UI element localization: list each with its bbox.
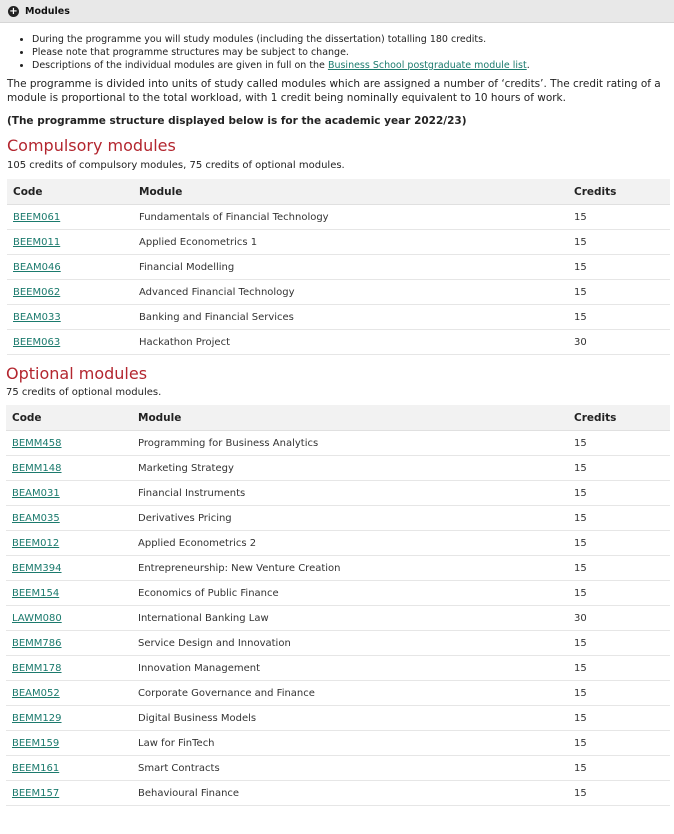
- module-code-link[interactable]: BEMM786: [12, 637, 62, 649]
- table-row: [7, 255, 670, 280]
- table-header-row: [6, 405, 670, 431]
- module-name-cell: Economics of Public Finance: [132, 581, 568, 606]
- column-header-code: Code: [7, 179, 133, 205]
- info-bullets: [0, 33, 674, 72]
- credits-cell: 15: [568, 556, 670, 581]
- credits-cell: 15: [568, 456, 670, 481]
- bullet-text: .: [526, 60, 530, 71]
- credits-cell: 15: [568, 481, 670, 506]
- code-cell: [6, 681, 132, 706]
- code-cell: [6, 631, 132, 656]
- module-name-cell: Applied Econometrics 1: [133, 230, 568, 255]
- column-header-module: Module: [132, 405, 568, 431]
- credits-cell: 15: [568, 781, 670, 806]
- module-list-link[interactable]: Business School postgraduate module list: [327, 60, 527, 71]
- credits-cell: 15: [568, 656, 670, 681]
- code-cell: [6, 656, 132, 681]
- module-code-link[interactable]: BEEM154: [12, 587, 60, 599]
- table-row: [6, 731, 670, 756]
- credits-cell: 15: [568, 280, 670, 305]
- credits-cell: 30: [568, 330, 670, 355]
- column-header-credits: Credits: [568, 179, 670, 205]
- compulsory-heading: Compulsory modules: [7, 136, 176, 155]
- table-row: [6, 556, 670, 581]
- code-cell: [6, 431, 132, 456]
- code-cell: [6, 581, 132, 606]
- table-header-row: [7, 179, 670, 205]
- table-row: [6, 506, 670, 531]
- column-header-credits: Credits: [568, 405, 670, 431]
- code-cell: [6, 481, 132, 506]
- module-name-cell: Service Design and Innovation: [132, 631, 568, 656]
- module-code-link[interactable]: BEAM031: [12, 487, 60, 499]
- code-cell: [6, 556, 132, 581]
- module-code-link[interactable]: BEEM062: [13, 286, 61, 298]
- compulsory-modules-table: [7, 179, 670, 355]
- code-cell: [6, 531, 132, 556]
- column-header-code: Code: [6, 405, 132, 431]
- table-row: [6, 431, 670, 456]
- compulsory-subtitle: 105 credits of compulsory modules, 75 credits of optional modules.: [7, 160, 345, 171]
- table-row: [7, 280, 670, 305]
- table-row: [6, 581, 670, 606]
- module-name-cell: Smart Contracts: [132, 756, 568, 781]
- bullet-item: • During the programme you will study modules (including the dissertation) totalling 180 credits.: [32, 33, 674, 46]
- module-code-link[interactable]: BEEM061: [13, 211, 61, 223]
- intro-paragraph: The programme is divided into units of study called modules which are assigned a number of ‘credits’. The credit rating of a module is proportional to the total workload, with 1 credit being nominally equivalent to 10 hours of work.: [7, 78, 661, 104]
- credits-cell: 15: [568, 756, 670, 781]
- module-code-link[interactable]: BEEM159: [12, 737, 60, 749]
- credits-cell: 15: [568, 255, 670, 280]
- bullet-item: • Please note that programme structures may be subject to change.: [32, 46, 674, 59]
- credits-cell: 15: [568, 706, 670, 731]
- code-cell: [7, 330, 133, 355]
- module-code-link[interactable]: BEMM458: [12, 437, 62, 449]
- module-code-link[interactable]: BEMM129: [12, 712, 62, 724]
- credits-cell: 15: [568, 531, 670, 556]
- module-name-cell: Corporate Governance and Finance: [132, 681, 568, 706]
- module-code-link[interactable]: BEMM178: [12, 662, 62, 674]
- code-cell: [6, 731, 132, 756]
- code-cell: [6, 781, 132, 806]
- compulsory-table-body: [7, 205, 670, 355]
- module-name-cell: Derivatives Pricing: [132, 506, 568, 531]
- code-cell: [6, 756, 132, 781]
- credits-cell: 15: [568, 506, 670, 531]
- credits-cell: 15: [568, 230, 670, 255]
- module-name-cell: Marketing Strategy: [132, 456, 568, 481]
- code-cell: [6, 606, 132, 631]
- table-row: [6, 781, 670, 806]
- credits-cell: 30: [568, 606, 670, 631]
- code-cell: [7, 230, 133, 255]
- optional-heading: Optional modules: [6, 364, 148, 383]
- credits-cell: 15: [568, 731, 670, 756]
- module-code-link[interactable]: BEEM011: [13, 236, 61, 248]
- credits-cell: 15: [568, 431, 670, 456]
- plus-circle-icon: +: [9, 5, 18, 17]
- table-row: [6, 756, 670, 781]
- column-header-module: Module: [133, 179, 568, 205]
- module-code-link[interactable]: BEAM035: [12, 512, 60, 524]
- credits-cell: 15: [568, 305, 670, 330]
- code-cell: [6, 706, 132, 731]
- optional-modules-table: [6, 405, 670, 806]
- code-cell: [7, 255, 133, 280]
- table-row: [6, 706, 670, 731]
- credits-cell: 15: [568, 681, 670, 706]
- code-cell: [7, 205, 133, 230]
- module-code-link[interactable]: BEMM394: [12, 562, 62, 574]
- modules-accordion-header[interactable]: [0, 0, 674, 23]
- module-name-cell: Hackathon Project: [133, 330, 568, 355]
- table-row: [6, 481, 670, 506]
- module-name-cell: Behavioural Finance: [132, 781, 568, 806]
- bullet-text: Descriptions of the individual modules are given in full on the: [32, 60, 328, 71]
- table-row: [7, 305, 670, 330]
- optional-subtitle: 75 credits of optional modules.: [6, 387, 162, 398]
- module-name-cell: Financial Instruments: [132, 481, 568, 506]
- year-note: (The programme structure displayed below is for the academic year 2022/23): [7, 115, 467, 127]
- module-code-link[interactable]: BEEM012: [12, 537, 60, 549]
- credits-cell: 15: [568, 581, 670, 606]
- module-name-cell: International Banking Law: [132, 606, 568, 631]
- module-name-cell: Fundamentals of Financial Technology: [133, 205, 568, 230]
- table-row: [6, 681, 670, 706]
- module-code-link[interactable]: BEEM063: [13, 336, 61, 348]
- table-row: [7, 330, 670, 355]
- table-row: [6, 456, 670, 481]
- module-code-link[interactable]: BEAM046: [13, 261, 61, 273]
- table-row: [6, 631, 670, 656]
- code-cell: [6, 506, 132, 531]
- module-code-link[interactable]: BEEM161: [12, 762, 60, 774]
- module-name-cell: Advanced Financial Technology: [133, 280, 568, 305]
- module-code-link[interactable]: BEMM148: [12, 462, 62, 474]
- optional-table-body: [6, 431, 670, 806]
- table-row: [7, 205, 670, 230]
- module-name-cell: Digital Business Models: [132, 706, 568, 731]
- credits-cell: 15: [568, 205, 670, 230]
- table-row: [7, 230, 670, 255]
- module-name-cell: Law for FinTech: [132, 731, 568, 756]
- module-code-link[interactable]: LAWM080: [12, 612, 62, 624]
- accordion-title: Modules: [25, 5, 70, 17]
- credits-cell: 15: [568, 631, 670, 656]
- module-name-cell: Banking and Financial Services: [133, 305, 568, 330]
- module-name-cell: Innovation Management: [132, 656, 568, 681]
- module-name-cell: Applied Econometrics 2: [132, 531, 568, 556]
- table-row: [6, 606, 670, 631]
- module-code-link[interactable]: BEAM052: [12, 687, 60, 699]
- code-cell: [6, 456, 132, 481]
- module-code-link[interactable]: BEEM157: [12, 787, 60, 799]
- code-cell: [7, 280, 133, 305]
- module-code-link[interactable]: BEAM033: [13, 311, 61, 323]
- module-name-cell: Programming for Business Analytics: [132, 431, 568, 456]
- code-cell: [7, 305, 133, 330]
- module-name-cell: Entrepreneurship: New Venture Creation: [132, 556, 568, 581]
- bullet-item: [32, 59, 674, 72]
- module-name-cell: Financial Modelling: [133, 255, 568, 280]
- table-row: [6, 656, 670, 681]
- table-row: [6, 531, 670, 556]
